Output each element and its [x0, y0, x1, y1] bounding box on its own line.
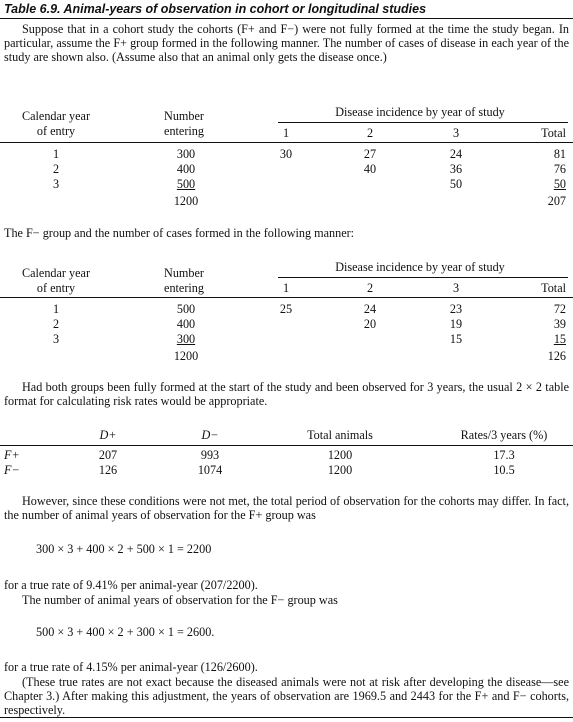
table-row-total: 76 [553, 162, 566, 176]
col-header-entry-line1: Calendar year [21, 109, 91, 123]
col-header-number-line1: Number [164, 266, 204, 280]
paragraph-f-minus-intro: The number of animal years of observation for the F− group was [22, 593, 338, 607]
col-header-entry-line2: of entry [36, 124, 76, 138]
table-row-y1: 30 [279, 147, 293, 161]
paragraph-fully-formed: Had both groups been fully formed at the start of the study and been observed for 3 years, the usual 2 × 2 table format for calculating risk rates would be appropriate. [4, 380, 569, 409]
col-header-entry-line2: of entry [36, 281, 76, 295]
cell-rate: 17.3 [493, 448, 515, 462]
header-d-minus: D− [201, 428, 219, 442]
incidence-header: Disease incidence by year of study [335, 260, 505, 274]
cell-total: 1200 [327, 448, 353, 462]
paragraph-rate-f-minus: for a true rate of 4.15% per animal-year (126/2600). [4, 660, 258, 674]
year-header-1: 1 [282, 126, 290, 140]
header-total-animals: Total animals [307, 428, 373, 442]
cell-rate: 10.5 [493, 463, 515, 477]
incidence-rule [278, 277, 568, 278]
year-header-2: 2 [366, 281, 374, 295]
table-row-y3: 24 [449, 147, 463, 161]
cell-d-plus: 207 [98, 448, 118, 462]
cell-total: 1200 [327, 463, 353, 477]
between-text: The F− group and the number of cases formed in the following manner: [4, 226, 355, 240]
table-row-entry: 2 [52, 162, 60, 176]
table1-header-rule [0, 142, 573, 143]
col-header-number-line2: entering [164, 124, 204, 138]
table-title: Table 6.9. Animal-years of observation in cohort or longitudinal studies [4, 2, 427, 16]
col-header-number-line1: Number [164, 109, 204, 123]
sum-number: 1200 [173, 349, 199, 363]
table-row-total: 39 [553, 317, 566, 331]
table-row-number: 300 [176, 147, 196, 161]
table-row-number: 500 [176, 177, 196, 191]
year-header-total: Total [541, 126, 566, 140]
table-row-number: 400 [176, 162, 196, 176]
sum-total: 207 [547, 194, 566, 208]
table-row-entry: 3 [52, 332, 60, 346]
intro-paragraph: Suppose that in a cohort study the cohorts (F+ and F−) were not fully formed at the time the study began. In particular, assume the F+ group formed in the following manner. The number of cases of disease in each year of the study are shown also. (Assume also that an animal only gets the disease once.) [4, 22, 569, 65]
equation-f-plus: 300 × 3 + 400 × 2 + 500 × 1 = 2200 [36, 542, 212, 556]
sum-total: 126 [547, 349, 566, 363]
table-row-total: 15 [553, 332, 566, 346]
cell-d-plus: 126 [98, 463, 118, 477]
incidence-header: Disease incidence by year of study [335, 105, 505, 119]
sum-number: 1200 [173, 194, 199, 208]
paragraph-adjustment: (These true rates are not exact because the diseased animals were not at risk after developing the disease—see Chapter 3.) After making this adjustment, the years of observation are 1969.5 and 2443 for the F+ and F− cohorts, respectively. [4, 675, 569, 718]
table-row-y3: 23 [449, 302, 463, 316]
table-row-total: 81 [553, 147, 566, 161]
col-header-number-line2: entering [164, 281, 204, 295]
table3-header-rule [0, 445, 573, 446]
year-header-total: Total [541, 281, 566, 295]
table-row-number: 500 [176, 302, 196, 316]
table-row-number: 400 [176, 317, 196, 331]
table-row-y3: 36 [449, 162, 463, 176]
cell-d-minus: 1074 [197, 463, 223, 477]
table2-header-rule [0, 297, 573, 298]
year-header-3: 3 [452, 281, 460, 295]
table-row-y2: 27 [363, 147, 377, 161]
col-header-entry-line1: Calendar year [21, 266, 91, 280]
table-row-y2: 40 [363, 162, 377, 176]
bottom-rule [0, 717, 573, 718]
table-row-entry: 1 [52, 147, 60, 161]
table-row-number: 300 [176, 332, 196, 346]
row-label: F− [4, 463, 20, 477]
table-row-y2: 24 [363, 302, 377, 316]
table-row-total: 72 [553, 302, 566, 316]
equation-f-minus: 500 × 3 + 400 × 2 + 300 × 1 = 2600. [36, 625, 215, 639]
table-row-entry: 2 [52, 317, 60, 331]
paragraph-rate-f-plus: for a true rate of 9.41% per animal-year (207/2200). [4, 578, 258, 592]
cell-d-minus: 993 [200, 448, 220, 462]
year-header-1: 1 [282, 281, 290, 295]
table-row-y3: 15 [449, 332, 463, 346]
table-row-entry: 1 [52, 302, 60, 316]
row-label: F+ [4, 448, 20, 462]
year-header-3: 3 [452, 126, 460, 140]
table-row-entry: 3 [52, 177, 60, 191]
year-header-2: 2 [366, 126, 374, 140]
table-row-y3: 19 [449, 317, 463, 331]
table-row-y3: 50 [449, 177, 463, 191]
table-row-y1: 25 [279, 302, 293, 316]
header-d-plus: D+ [99, 428, 117, 442]
incidence-rule [278, 122, 568, 123]
title-rule [0, 18, 573, 19]
table-row-y2: 20 [363, 317, 377, 331]
paragraph-not-met: However, since these conditions were not met, the total period of observation for the cohorts may differ. In fact, the number of animal years of observation for the F+ group was [4, 494, 569, 523]
table-row-total: 50 [553, 177, 566, 191]
header-rates: Rates/3 years (%) [460, 428, 548, 442]
